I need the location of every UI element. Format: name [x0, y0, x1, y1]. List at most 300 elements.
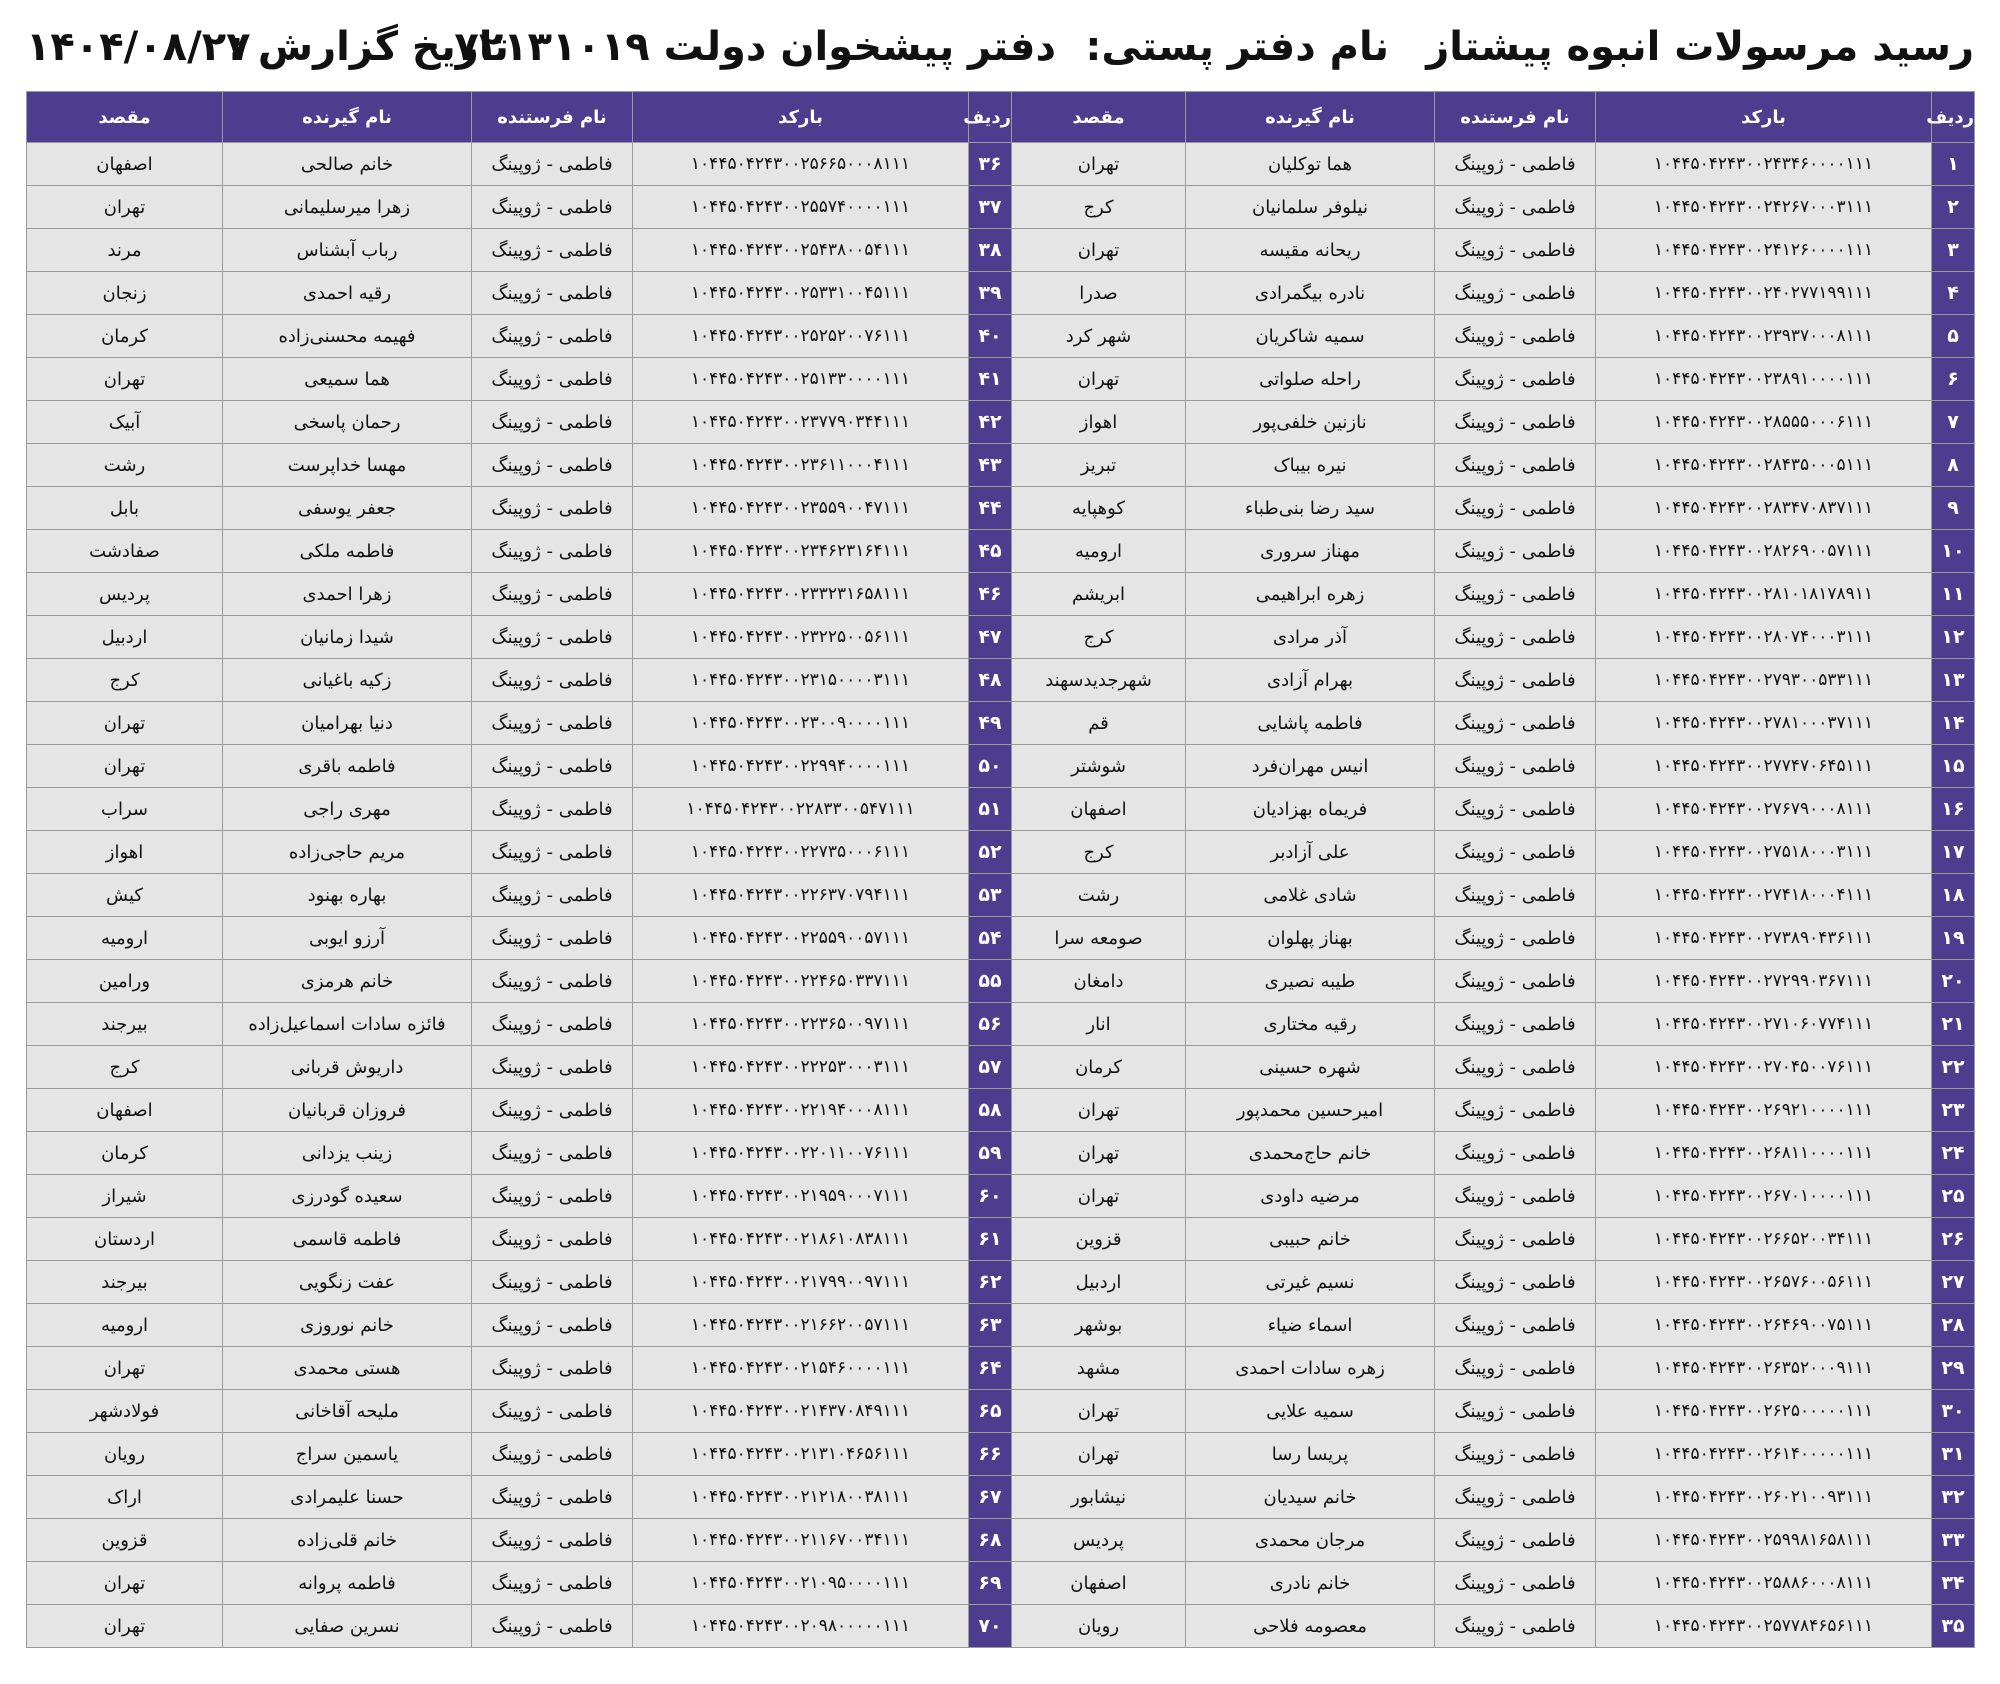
sender-cell: فاطمی - ژوپینگ [1435, 659, 1596, 702]
recipient-cell: مهسا خداپرست [223, 444, 472, 487]
barcode-cell: ۱۰۴۴۵۰۴۲۴۳۰۰۲۱۶۶۲۰۰۵۷۱۱۱ [633, 1304, 969, 1347]
barcode-cell: ۱۰۴۴۵۰۴۲۴۳۰۰۲۲۹۹۴۰۰۰۰۱۱۱ [633, 745, 969, 788]
barcode-cell: ۱۰۴۴۵۰۴۲۴۳۰۰۲۲۰۱۱۰۰۷۶۱۱۱ [633, 1132, 969, 1175]
sender-cell: فاطمی - ژوپینگ [472, 1390, 633, 1433]
barcode-cell: ۱۰۴۴۵۰۴۲۴۳۰۰۲۱۵۴۶۰۰۰۰۱۱۱ [633, 1347, 969, 1390]
row-number-cell: ۳۱ [1932, 1433, 1975, 1476]
destination-cell: دامغان [1012, 960, 1186, 1003]
post-office-label: نام دفتر پستی: [1085, 24, 1389, 70]
row-number-cell: ۲۸ [1932, 1304, 1975, 1347]
row-number-cell: ۵ [1932, 315, 1975, 358]
row-number-cell: ۴ [1932, 272, 1975, 315]
row-number-cell: ۴۹ [969, 702, 1012, 745]
barcode-cell: ۱۰۴۴۵۰۴۲۴۳۰۰۲۳۰۰۹۰۰۰۰۱۱۱ [633, 702, 969, 745]
barcode-cell: ۱۰۴۴۵۰۴۲۴۳۰۰۲۱۳۱۰۴۶۵۶۱۱۱ [633, 1433, 969, 1476]
table-row [27, 960, 1975, 1003]
destination-cell: نیشابور [1012, 1476, 1186, 1519]
destination-cell: ارومیه [27, 917, 223, 960]
barcode-cell: ۱۰۴۴۵۰۴۲۴۳۰۰۲۸۱۰۱۸۱۷۸۹۱۱ [1596, 573, 1932, 616]
recipient-cell: هما سمیعی [223, 358, 472, 401]
col-header-barcode: بارکد [633, 92, 969, 143]
barcode-cell: ۱۰۴۴۵۰۴۲۴۳۰۰۲۳۷۷۹۰۳۴۴۱۱۱ [633, 401, 969, 444]
row-number-cell: ۳۴ [1932, 1562, 1975, 1605]
table-row [27, 1175, 1975, 1218]
sender-cell: فاطمی - ژوپینگ [1435, 1218, 1596, 1261]
barcode-cell: ۱۰۴۴۵۰۴۲۴۳۰۰۲۱۲۱۸۰۰۳۸۱۱۱ [633, 1476, 969, 1519]
recipient-cell: هما توکلیان [1186, 143, 1435, 186]
barcode-cell: ۱۰۴۴۵۰۴۲۴۳۰۰۲۸۴۳۵۰۰۰۵۱۱۱ [1596, 444, 1932, 487]
row-number-cell: ۴۳ [969, 444, 1012, 487]
destination-cell: رشت [1012, 874, 1186, 917]
recipient-cell: طیبه نصیری [1186, 960, 1435, 1003]
destination-cell: قزوین [1012, 1218, 1186, 1261]
barcode-cell: ۱۰۴۴۵۰۴۲۴۳۰۰۲۸۰۷۴۰۰۰۳۱۱۱ [1596, 616, 1932, 659]
barcode-cell: ۱۰۴۴۵۰۴۲۴۳۰۰۲۷۹۳۰۰۵۳۳۱۱۱ [1596, 659, 1932, 702]
sender-cell: فاطمی - ژوپینگ [1435, 573, 1596, 616]
recipient-cell: دنیا بهرامیان [223, 702, 472, 745]
recipient-cell: فروزان قربانیان [223, 1089, 472, 1132]
recipient-cell: نسیم غیرتی [1186, 1261, 1435, 1304]
sender-cell: فاطمی - ژوپینگ [1435, 1003, 1596, 1046]
destination-cell: رویان [27, 1433, 223, 1476]
barcode-cell: ۱۰۴۴۵۰۴۲۴۳۰۰۲۵۳۳۱۰۰۴۵۱۱۱ [633, 272, 969, 315]
sender-cell: فاطمی - ژوپینگ [1435, 444, 1596, 487]
destination-cell: صومعه سرا [1012, 917, 1186, 960]
barcode-cell: ۱۰۴۴۵۰۴۲۴۳۰۰۲۳۹۳۷۰۰۰۸۱۱۱ [1596, 315, 1932, 358]
row-number-cell: ۴۸ [969, 659, 1012, 702]
sender-cell: فاطمی - ژوپینگ [1435, 530, 1596, 573]
sender-cell: فاطمی - ژوپینگ [1435, 272, 1596, 315]
barcode-cell: ۱۰۴۴۵۰۴۲۴۳۰۰۲۱۰۹۵۰۰۰۰۱۱۱ [633, 1562, 969, 1605]
row-number-cell: ۴۷ [969, 616, 1012, 659]
barcode-cell: ۱۰۴۴۵۰۴۲۴۳۰۰۲۷۰۴۵۰۰۷۶۱۱۱ [1596, 1046, 1932, 1089]
row-number-cell: ۱ [1932, 143, 1975, 186]
barcode-cell: ۱۰۴۴۵۰۴۲۴۳۰۰۲۷۵۱۸۰۰۰۳۱۱۱ [1596, 831, 1932, 874]
row-number-cell: ۱۵ [1932, 745, 1975, 788]
destination-cell: شهرجدیدسهند [1012, 659, 1186, 702]
recipient-cell: پریسا رسا [1186, 1433, 1435, 1476]
sender-cell: فاطمی - ژوپینگ [472, 917, 633, 960]
destination-cell: کرمان [27, 315, 223, 358]
table-row [27, 1132, 1975, 1175]
destination-cell: اهواز [1012, 401, 1186, 444]
barcode-cell: ۱۰۴۴۵۰۴۲۴۳۰۰۲۲۴۶۵۰۳۳۷۱۱۱ [633, 960, 969, 1003]
row-number-cell: ۳۰ [1932, 1390, 1975, 1433]
recipient-cell: نادره بیگمرادی [1186, 272, 1435, 315]
sender-cell: فاطمی - ژوپینگ [472, 1003, 633, 1046]
destination-cell: کرج [27, 659, 223, 702]
recipient-cell: زهره ابراهیمی [1186, 573, 1435, 616]
recipient-cell: رحمان پاسخی [223, 401, 472, 444]
table-row [27, 315, 1975, 358]
table-row [27, 358, 1975, 401]
destination-cell: کرمان [1012, 1046, 1186, 1089]
sender-cell: فاطمی - ژوپینگ [1435, 143, 1596, 186]
sender-cell: فاطمی - ژوپینگ [472, 1175, 633, 1218]
recipient-cell: سعیده گودرزی [223, 1175, 472, 1218]
destination-cell: تهران [27, 745, 223, 788]
sender-cell: فاطمی - ژوپینگ [472, 444, 633, 487]
sender-cell: فاطمی - ژوپینگ [472, 143, 633, 186]
recipient-cell: خانم نوروزی [223, 1304, 472, 1347]
row-number-cell: ۲۶ [1932, 1218, 1975, 1261]
row-number-cell: ۵۶ [969, 1003, 1012, 1046]
table-row [27, 1519, 1975, 1562]
row-number-cell: ۵۳ [969, 874, 1012, 917]
recipient-cell: شادی غلامی [1186, 874, 1435, 917]
table-row [27, 1218, 1975, 1261]
sender-cell: فاطمی - ژوپینگ [1435, 1089, 1596, 1132]
row-number-cell: ۳۶ [969, 143, 1012, 186]
recipient-cell: داریوش قربانی [223, 1046, 472, 1089]
recipient-cell: نسرین صفایی [223, 1605, 472, 1648]
sender-cell: فاطمی - ژوپینگ [472, 745, 633, 788]
barcode-cell: ۱۰۴۴۵۰۴۲۴۳۰۰۲۵۶۶۵۰۰۰۸۱۱۱ [633, 143, 969, 186]
sender-cell: فاطمی - ژوپینگ [472, 831, 633, 874]
sender-cell: فاطمی - ژوپینگ [1435, 1605, 1596, 1648]
recipient-cell: مرجان محمدی [1186, 1519, 1435, 1562]
destination-cell: سراب [27, 788, 223, 831]
barcode-cell: ۱۰۴۴۵۰۴۲۴۳۰۰۲۴۰۲۷۷۱۹۹۱۱۱ [1596, 272, 1932, 315]
table-row [27, 1433, 1975, 1476]
sender-cell: فاطمی - ژوپینگ [472, 1304, 633, 1347]
barcode-cell: ۱۰۴۴۵۰۴۲۴۳۰۰۲۳۸۹۱۰۰۰۰۱۱۱ [1596, 358, 1932, 401]
destination-cell: بیرجند [27, 1261, 223, 1304]
recipient-cell: فاطمه باقری [223, 745, 472, 788]
destination-cell: تهران [27, 358, 223, 401]
row-number-cell: ۹ [1932, 487, 1975, 530]
barcode-cell: ۱۰۴۴۵۰۴۲۴۳۰۰۲۶۵۷۶۰۰۵۶۱۱۱ [1596, 1261, 1932, 1304]
table-header-row [27, 92, 1975, 143]
barcode-cell: ۱۰۴۴۵۰۴۲۴۳۰۰۲۱۹۵۹۰۰۰۷۱۱۱ [633, 1175, 969, 1218]
sender-cell: فاطمی - ژوپینگ [472, 702, 633, 745]
recipient-cell: رقیه احمدی [223, 272, 472, 315]
row-number-cell: ۱۷ [1932, 831, 1975, 874]
col-header-sender: نام فرستنده [1435, 92, 1596, 143]
sender-cell: فاطمی - ژوپینگ [472, 616, 633, 659]
sender-cell: فاطمی - ژوپینگ [1435, 1433, 1596, 1476]
row-number-cell: ۲۹ [1932, 1347, 1975, 1390]
sender-cell: فاطمی - ژوپینگ [1435, 401, 1596, 444]
destination-cell: کرج [27, 1046, 223, 1089]
row-number-cell: ۱۱ [1932, 573, 1975, 616]
destination-cell: فولادشهر [27, 1390, 223, 1433]
row-number-cell: ۶۲ [969, 1261, 1012, 1304]
table-row [27, 659, 1975, 702]
recipient-cell: انیس مهران‌فرد [1186, 745, 1435, 788]
recipient-cell: رباب آبشناس [223, 229, 472, 272]
table-row [27, 1003, 1975, 1046]
table-row [27, 143, 1975, 186]
row-number-cell: ۱۹ [1932, 917, 1975, 960]
table-row [27, 573, 1975, 616]
barcode-cell: ۱۰۴۴۵۰۴۲۴۳۰۰۲۲۲۵۳۰۰۰۳۱۱۱ [633, 1046, 969, 1089]
barcode-cell: ۱۰۴۴۵۰۴۲۴۳۰۰۲۳۴۶۲۳۱۶۴۱۱۱ [633, 530, 969, 573]
row-number-cell: ۲۴ [1932, 1132, 1975, 1175]
barcode-cell: ۱۰۴۴۵۰۴۲۴۳۰۰۲۷۳۸۹۰۴۳۶۱۱۱ [1596, 917, 1932, 960]
row-number-cell: ۳ [1932, 229, 1975, 272]
recipient-cell: خانم حاج‌محمدی [1186, 1132, 1435, 1175]
destination-cell: آبیک [27, 401, 223, 444]
barcode-cell: ۱۰۴۴۵۰۴۲۴۳۰۰۲۴۳۴۶۰۰۰۰۱۱۱ [1596, 143, 1932, 186]
destination-cell: تهران [1012, 229, 1186, 272]
barcode-cell: ۱۰۴۴۵۰۴۲۴۳۰۰۲۱۷۹۹۰۰۹۷۱۱۱ [633, 1261, 969, 1304]
table-row [27, 1562, 1975, 1605]
destination-cell: شهر کرد [1012, 315, 1186, 358]
row-number-cell: ۱۳ [1932, 659, 1975, 702]
row-number-cell: ۳۳ [1932, 1519, 1975, 1562]
row-number-cell: ۵۷ [969, 1046, 1012, 1089]
barcode-cell: ۱۰۴۴۵۰۴۲۴۳۰۰۲۸۳۴۷۰۸۳۷۱۱۱ [1596, 487, 1932, 530]
sender-cell: فاطمی - ژوپینگ [1435, 1562, 1596, 1605]
row-number-cell: ۲۲ [1932, 1046, 1975, 1089]
destination-cell: ارومیه [27, 1304, 223, 1347]
recipient-cell: فاطمه قاسمی [223, 1218, 472, 1261]
barcode-cell: ۱۰۴۴۵۰۴۲۴۳۰۰۲۲۳۶۵۰۰۹۷۱۱۱ [633, 1003, 969, 1046]
sender-cell: فاطمی - ژوپینگ [1435, 874, 1596, 917]
destination-cell: تهران [27, 1562, 223, 1605]
sender-cell: فاطمی - ژوپینگ [1435, 487, 1596, 530]
barcode-cell: ۱۰۴۴۵۰۴۲۴۳۰۰۲۶۶۵۲۰۰۳۴۱۱۱ [1596, 1218, 1932, 1261]
col-header-destination: مقصد [1012, 92, 1186, 143]
row-number-cell: ۷ [1932, 401, 1975, 444]
table-row [27, 1347, 1975, 1390]
sender-cell: فاطمی - ژوپینگ [1435, 616, 1596, 659]
row-number-cell: ۴۲ [969, 401, 1012, 444]
recipient-cell: زهرا میرسلیمانی [223, 186, 472, 229]
recipient-cell: اسماء ضیاء [1186, 1304, 1435, 1347]
sender-cell: فاطمی - ژوپینگ [472, 272, 633, 315]
sender-cell: فاطمی - ژوپینگ [472, 1519, 633, 1562]
destination-cell: تهران [1012, 1433, 1186, 1476]
barcode-cell: ۱۰۴۴۵۰۴۲۴۳۰۰۲۶۱۴۰۰۰۰۰۱۱۱ [1596, 1433, 1932, 1476]
recipient-cell: نیلوفر سلمانیان [1186, 186, 1435, 229]
table-row [27, 831, 1975, 874]
row-number-cell: ۲۱ [1932, 1003, 1975, 1046]
recipient-cell: فریماه بهزادیان [1186, 788, 1435, 831]
recipient-cell: علی آزادبر [1186, 831, 1435, 874]
sender-cell: فاطمی - ژوپینگ [1435, 745, 1596, 788]
sender-cell: فاطمی - ژوپینگ [1435, 702, 1596, 745]
sender-cell: فاطمی - ژوپینگ [472, 401, 633, 444]
row-number-cell: ۴۵ [969, 530, 1012, 573]
row-number-cell: ۶۸ [969, 1519, 1012, 1562]
recipient-cell: حسنا علیمرادی [223, 1476, 472, 1519]
sender-cell: فاطمی - ژوپینگ [472, 487, 633, 530]
recipient-cell: شیدا زمانیان [223, 616, 472, 659]
row-number-cell: ۴۱ [969, 358, 1012, 401]
sender-cell: فاطمی - ژوپینگ [1435, 1519, 1596, 1562]
barcode-cell: ۱۰۴۴۵۰۴۲۴۳۰۰۲۸۲۶۹۰۰۵۷۱۱۱ [1596, 530, 1932, 573]
destination-cell: ورامین [27, 960, 223, 1003]
recipient-cell: زهرا احمدی [223, 573, 472, 616]
sender-cell: فاطمی - ژوپینگ [472, 960, 633, 1003]
row-number-cell: ۱۲ [1932, 616, 1975, 659]
barcode-cell: ۱۰۴۴۵۰۴۲۴۳۰۰۲۰۹۸۰۰۰۰۰۱۱۱ [633, 1605, 969, 1648]
sender-cell: فاطمی - ژوپینگ [472, 1261, 633, 1304]
destination-cell: اهواز [27, 831, 223, 874]
recipient-cell: زکیه باغیانی [223, 659, 472, 702]
sender-cell: فاطمی - ژوپینگ [1435, 1390, 1596, 1433]
recipient-cell: رقیه مختاری [1186, 1003, 1435, 1046]
col-header-sender: نام فرستنده [472, 92, 633, 143]
row-number-cell: ۵۱ [969, 788, 1012, 831]
destination-cell: قزوین [27, 1519, 223, 1562]
row-number-cell: ۲ [1932, 186, 1975, 229]
destination-cell: اراک [27, 1476, 223, 1519]
recipient-cell: ملیحه آقاخانی [223, 1390, 472, 1433]
sender-cell: فاطمی - ژوپینگ [1435, 960, 1596, 1003]
recipient-cell: خانم نادری [1186, 1562, 1435, 1605]
col-header-row-number: ردیف [969, 92, 1012, 143]
table-row [27, 917, 1975, 960]
row-number-cell: ۳۲ [1932, 1476, 1975, 1519]
destination-cell: تهران [1012, 1132, 1186, 1175]
sender-cell: فاطمی - ژوپینگ [472, 358, 633, 401]
destination-cell: کیش [27, 874, 223, 917]
row-number-cell: ۴۴ [969, 487, 1012, 530]
barcode-cell: ۱۰۴۴۵۰۴۲۴۳۰۰۲۳۱۵۰۰۰۰۳۱۱۱ [633, 659, 969, 702]
sender-cell: فاطمی - ژوپینگ [472, 1132, 633, 1175]
barcode-cell: ۱۰۴۴۵۰۴۲۴۳۰۰۲۳۵۵۹۰۰۴۷۱۱۱ [633, 487, 969, 530]
barcode-cell: ۱۰۴۴۵۰۴۲۴۳۰۰۲۵۲۵۲۰۰۷۶۱۱۱ [633, 315, 969, 358]
row-number-cell: ۲۷ [1932, 1261, 1975, 1304]
recipient-cell: مریم حاجی‌زاده [223, 831, 472, 874]
sender-cell: فاطمی - ژوپینگ [472, 1476, 633, 1519]
report-date-label: تاریخ گزارش : [228, 24, 509, 70]
sender-cell: فاطمی - ژوپینگ [472, 659, 633, 702]
sender-cell: فاطمی - ژوپینگ [1435, 229, 1596, 272]
row-number-cell: ۲۵ [1932, 1175, 1975, 1218]
destination-cell: کرج [1012, 186, 1186, 229]
row-number-cell: ۶۱ [969, 1218, 1012, 1261]
recipient-cell: معصومه فلاحی [1186, 1605, 1435, 1648]
recipient-cell: مرضیه داودی [1186, 1175, 1435, 1218]
barcode-cell: ۱۰۴۴۵۰۴۲۴۳۰۰۲۲۶۳۷۰۷۹۴۱۱۱ [633, 874, 969, 917]
recipient-cell: امیرحسین محمدپور [1186, 1089, 1435, 1132]
barcode-cell: ۱۰۴۴۵۰۴۲۴۳۰۰۲۵۴۳۸۰۰۵۴۱۱۱ [633, 229, 969, 272]
destination-cell: کرج [1012, 831, 1186, 874]
barcode-cell: ۱۰۴۴۵۰۴۲۴۳۰۰۲۶۷۰۱۰۰۰۰۱۱۱ [1596, 1175, 1932, 1218]
report-header [26, 18, 1974, 80]
barcode-cell: ۱۰۴۴۵۰۴۲۴۳۰۰۲۷۷۴۷۰۶۴۵۱۱۱ [1596, 745, 1932, 788]
destination-cell: تهران [1012, 143, 1186, 186]
destination-cell: ارومیه [1012, 530, 1186, 573]
row-number-cell: ۵۸ [969, 1089, 1012, 1132]
row-number-cell: ۵۵ [969, 960, 1012, 1003]
destination-cell: تهران [27, 186, 223, 229]
barcode-cell: ۱۰۴۴۵۰۴۲۴۳۰۰۲۵۹۹۸۱۶۵۸۱۱۱ [1596, 1519, 1932, 1562]
col-header-destination: مقصد [27, 92, 223, 143]
destination-cell: شیراز [27, 1175, 223, 1218]
row-number-cell: ۶۳ [969, 1304, 1012, 1347]
sender-cell: فاطمی - ژوپینگ [1435, 1347, 1596, 1390]
recipient-cell: آذر مرادی [1186, 616, 1435, 659]
row-number-cell: ۴۰ [969, 315, 1012, 358]
table-row [27, 1046, 1975, 1089]
barcode-cell: ۱۰۴۴۵۰۴۲۴۳۰۰۲۷۱۰۶۰۷۷۴۱۱۱ [1596, 1003, 1932, 1046]
col-header-barcode: بارکد [1596, 92, 1932, 143]
barcode-cell: ۱۰۴۴۵۰۴۲۴۳۰۰۲۶۸۱۱۰۰۰۰۱۱۱ [1596, 1132, 1932, 1175]
destination-cell: بابل [27, 487, 223, 530]
row-number-cell: ۱۸ [1932, 874, 1975, 917]
sender-cell: فاطمی - ژوپینگ [1435, 1476, 1596, 1519]
barcode-cell: ۱۰۴۴۵۰۴۲۴۳۰۰۲۲۵۵۹۰۰۵۷۱۱۱ [633, 917, 969, 960]
shipments-table [26, 91, 1975, 1648]
barcode-cell: ۱۰۴۴۵۰۴۲۴۳۰۰۲۳۲۲۵۰۰۵۶۱۱۱ [633, 616, 969, 659]
sender-cell: فاطمی - ژوپینگ [1435, 1046, 1596, 1089]
row-number-cell: ۳۵ [1932, 1605, 1975, 1648]
recipient-cell: فائزه سادات اسماعیل‌زاده [223, 1003, 472, 1046]
destination-cell: تهران [1012, 1390, 1186, 1433]
barcode-cell: ۱۰۴۴۵۰۴۲۴۳۰۰۲۴۲۶۷۰۰۰۳۱۱۱ [1596, 186, 1932, 229]
destination-cell: زنجان [27, 272, 223, 315]
sender-cell: فاطمی - ژوپینگ [472, 1605, 633, 1648]
sender-cell: فاطمی - ژوپینگ [472, 1433, 633, 1476]
destination-cell: اصفهان [1012, 788, 1186, 831]
destination-cell: پردیس [1012, 1519, 1186, 1562]
barcode-cell: ۱۰۴۴۵۰۴۲۴۳۰۰۲۱۱۶۷۰۰۳۴۱۱۱ [633, 1519, 969, 1562]
recipient-cell: خانم هرمزی [223, 960, 472, 1003]
barcode-cell: ۱۰۴۴۵۰۴۲۴۳۰۰۲۱۴۳۷۰۸۴۹۱۱۱ [633, 1390, 969, 1433]
recipient-cell: سمیه شاکریان [1186, 315, 1435, 358]
barcode-cell: ۱۰۴۴۵۰۴۲۴۳۰۰۲۷۶۷۹۰۰۰۸۱۱۱ [1596, 788, 1932, 831]
destination-cell: انار [1012, 1003, 1186, 1046]
barcode-cell: ۱۰۴۴۵۰۴۲۴۳۰۰۲۲۱۹۴۰۰۰۸۱۱۱ [633, 1089, 969, 1132]
row-number-cell: ۲۰ [1932, 960, 1975, 1003]
barcode-cell: ۱۰۴۴۵۰۴۲۴۳۰۰۲۶۰۲۱۰۰۹۳۱۱۱ [1596, 1476, 1932, 1519]
row-number-cell: ۵۰ [969, 745, 1012, 788]
recipient-cell: بهاره بهنود [223, 874, 472, 917]
sender-cell: فاطمی - ژوپینگ [472, 229, 633, 272]
destination-cell: اصفهان [27, 143, 223, 186]
recipient-cell: بهناز پهلوان [1186, 917, 1435, 960]
row-number-cell: ۳۷ [969, 186, 1012, 229]
sender-cell: فاطمی - ژوپینگ [472, 530, 633, 573]
recipient-cell: جعفر یوسفی [223, 487, 472, 530]
recipient-cell: فاطمه پروانه [223, 1562, 472, 1605]
recipient-cell: سمیه علایی [1186, 1390, 1435, 1433]
recipient-cell: نیره بیباک [1186, 444, 1435, 487]
barcode-cell: ۱۰۴۴۵۰۴۲۴۳۰۰۲۲۷۳۵۰۰۰۶۱۱۱ [633, 831, 969, 874]
barcode-cell: ۱۰۴۴۵۰۴۲۴۳۰۰۲۷۸۱۰۰۰۳۷۱۱۱ [1596, 702, 1932, 745]
row-number-cell: ۶۴ [969, 1347, 1012, 1390]
sender-cell: فاطمی - ژوپینگ [1435, 788, 1596, 831]
row-number-cell: ۳۹ [969, 272, 1012, 315]
barcode-cell: ۱۰۴۴۵۰۴۲۴۳۰۰۲۳۶۱۱۰۰۰۴۱۱۱ [633, 444, 969, 487]
destination-cell: تهران [1012, 1089, 1186, 1132]
row-number-cell: ۷۰ [969, 1605, 1012, 1648]
row-number-cell: ۵۹ [969, 1132, 1012, 1175]
destination-cell: پردیس [27, 573, 223, 616]
table-row [27, 745, 1975, 788]
destination-cell: شوشتر [1012, 745, 1186, 788]
destination-cell: صدرا [1012, 272, 1186, 315]
table-row [27, 616, 1975, 659]
barcode-cell: ۱۰۴۴۵۰۴۲۴۳۰۰۲۵۷۷۸۴۶۵۶۱۱۱ [1596, 1605, 1932, 1648]
barcode-cell: ۱۰۴۴۵۰۴۲۴۳۰۰۲۶۲۵۰۰۰۰۰۱۱۱ [1596, 1390, 1932, 1433]
row-number-cell: ۴۶ [969, 573, 1012, 616]
row-number-cell: ۵۴ [969, 917, 1012, 960]
recipient-cell: فاطمه پاشایی [1186, 702, 1435, 745]
row-number-cell: ۲۳ [1932, 1089, 1975, 1132]
row-number-cell: ۶ [1932, 358, 1975, 401]
destination-cell: تبریز [1012, 444, 1186, 487]
table-body [27, 143, 1975, 1648]
sender-cell: فاطمی - ژوپینگ [1435, 1261, 1596, 1304]
barcode-cell: ۱۰۴۴۵۰۴۲۴۳۰۰۲۵۵۷۴۰۰۰۰۱۱۱ [633, 186, 969, 229]
barcode-cell: ۱۰۴۴۵۰۴۲۴۳۰۰۲۳۳۲۳۱۶۵۸۱۱۱ [633, 573, 969, 616]
